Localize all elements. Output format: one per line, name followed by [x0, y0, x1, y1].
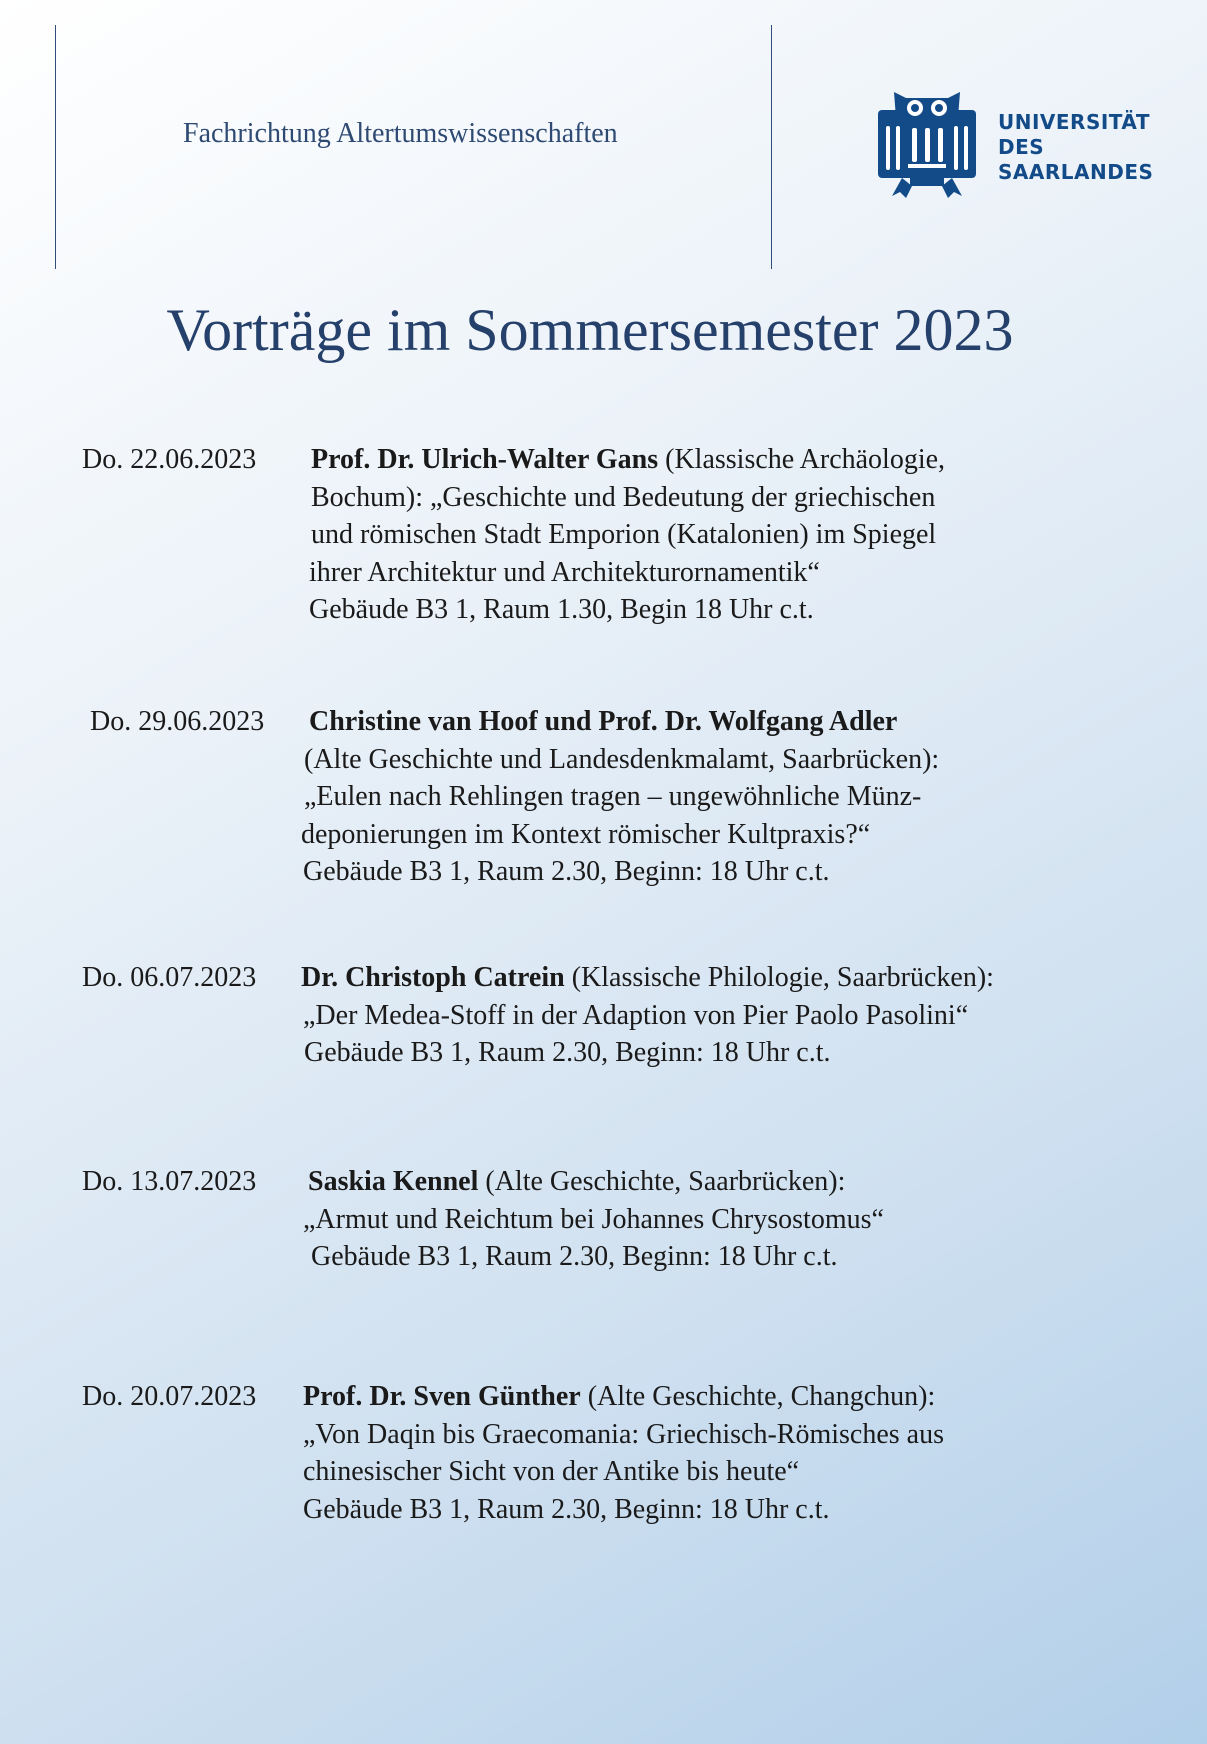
lecture-location: Gebäude B3 1, Raum 2.30, Beginn: 18 Uhr c.t.	[303, 856, 830, 888]
lecture-date: Do. 29.06.2023	[90, 706, 265, 737]
divider-middle	[771, 25, 772, 269]
university-wordmark	[998, 110, 1153, 185]
department-name: Fachrichtung Altertumswissenschaften	[183, 118, 618, 149]
lecture-first-line	[311, 441, 945, 479]
lecture-first-line	[301, 959, 994, 997]
speaker-affiliation: (Alte Geschichte, Changchun):	[580, 1381, 936, 1412]
lecture-date: Do. 20.07.2023	[82, 1381, 257, 1412]
owl-emblem-icon	[872, 88, 982, 206]
lecture-line: „Eulen nach Rehlingen tragen – ungewöhnliche Münz-	[304, 781, 922, 813]
speaker-name: Christine van Hoof und Prof. Dr. Wolfgang Adler	[309, 706, 898, 737]
page-title: Vorträge im Sommersemester 2023	[166, 297, 1014, 363]
speaker-name: Dr. Christoph Catrein	[301, 962, 565, 993]
speaker-name: Prof. Dr. Ulrich-Walter Gans	[311, 444, 659, 475]
lecture-line: ihrer Architektur und Architekturornamentik“	[309, 556, 820, 588]
lecture-line: und römischen Stadt Emporion (Katalonien) im Spiegel	[311, 519, 937, 551]
speaker-affiliation: (Klassische Archäologie,	[658, 444, 946, 475]
lecture-details	[311, 441, 945, 629]
lecture-line: Bochum): „Geschichte und Bedeutung der griechischen	[311, 481, 936, 513]
university-logo	[872, 88, 1172, 208]
speaker-name: Saskia Kennel	[308, 1166, 479, 1197]
speaker-name: Prof. Dr. Sven Günther	[303, 1381, 581, 1412]
wordmark-line: UNIVERSITÄT	[998, 110, 1150, 134]
lecture-details	[301, 959, 994, 1072]
lecture-line: deponierungen im Kontext römischer Kultpraxis?“	[301, 818, 871, 850]
lecture-date: Do. 13.07.2023	[82, 1166, 257, 1197]
lecture-location: Gebäude B3 1, Raum 2.30, Beginn: 18 Uhr c.t.	[304, 1037, 831, 1069]
lecture-details	[303, 1378, 944, 1528]
lecture-location: Gebäude B3 1, Raum 1.30, Begin 18 Uhr c.t.	[309, 594, 814, 626]
lecture-date: Do. 22.06.2023	[82, 444, 257, 475]
lecture-line: „Armut und Reichtum bei Johannes Chrysostomus“	[303, 1203, 884, 1235]
lecture-location: Gebäude B3 1, Raum 2.30, Beginn: 18 Uhr c.t.	[311, 1241, 838, 1273]
lecture-line: chinesischer Sicht von der Antike bis heute“	[303, 1456, 800, 1488]
lecture-first-line	[309, 703, 939, 741]
lecture-date: Do. 06.07.2023	[82, 962, 257, 993]
wordmark-line: DES	[998, 135, 1045, 159]
lecture-line: „Von Daqin bis Graecomania: Griechisch-Römisches aus	[303, 1418, 944, 1450]
lecture-location: Gebäude B3 1, Raum 2.30, Beginn: 18 Uhr c.t.	[303, 1493, 830, 1525]
divider-left	[55, 25, 56, 269]
lecture-details	[303, 1163, 884, 1276]
lecture-line: „Der Medea-Stoff in der Adaption von Pier Paolo Pasolini“	[303, 999, 969, 1031]
wordmark-line: SAARLANDES	[998, 160, 1154, 184]
speaker-affiliation: (Klassische Philologie, Saarbrücken):	[564, 962, 994, 993]
lecture-first-line	[303, 1378, 944, 1416]
lecture-details	[301, 703, 940, 891]
lecture-first-line	[308, 1163, 884, 1201]
speaker-affiliation: (Alte Geschichte, Saarbrücken):	[478, 1166, 846, 1197]
lecture-line: (Alte Geschichte und Landesdenkmalamt, Saarbrücken):	[304, 743, 940, 775]
